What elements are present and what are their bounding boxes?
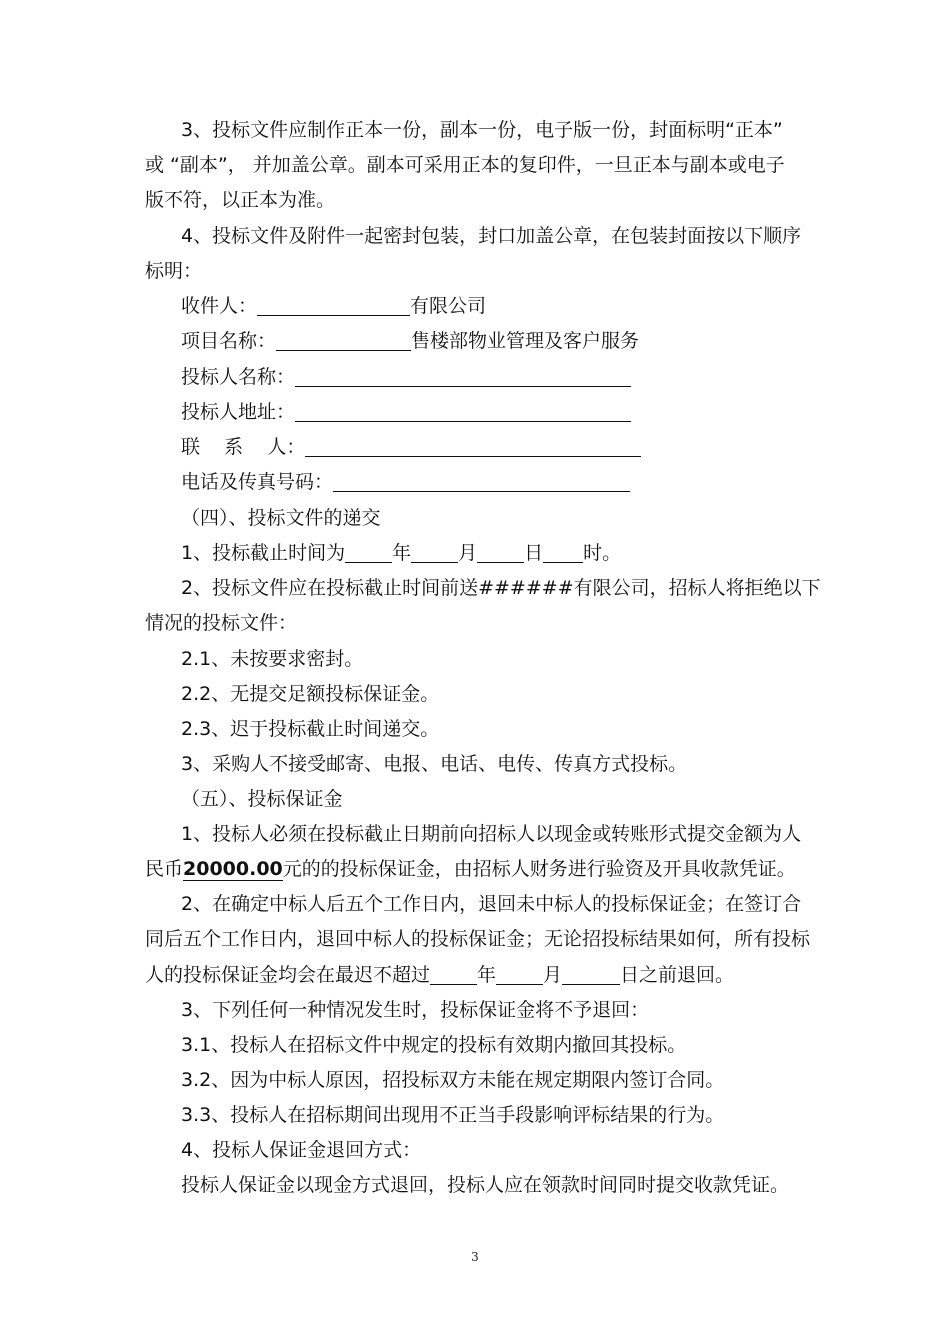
recipient-blank (257, 295, 410, 316)
refund-day-blank (562, 964, 620, 985)
no-mail-bids: 3、采购人不接受邮寄、电报、电话、电传、传真方式投标。 (181, 753, 688, 775)
refund-year-blank (430, 964, 477, 985)
deadline-hour-label: 时。 (583, 542, 622, 564)
forfeit-case-2: 3.2、因为中标人原因，招投标双方未能在规定期限内签订合同。 (181, 1069, 725, 1091)
deposit-suffix: 元的的投标保证金，由招标人财务进行验资及开具收款凭证。 (282, 858, 796, 880)
reject-reason-3: 2.3、迟于投标截止时间递交。 (181, 718, 440, 740)
deadline-prefix: 1、投标截止时间为 (181, 542, 346, 564)
refund-line-2: 同后五个工作日内，退回中标人的投标保证金；无论招投标结果如何，所有投标 (145, 928, 811, 950)
deadline-day-label: 日 (524, 542, 544, 564)
recipient-label: 收件人： (181, 295, 258, 317)
refund-year-label: 年 (477, 964, 497, 986)
project-blank (276, 330, 411, 351)
form-bidder-address-row (181, 400, 631, 424)
forfeit-intro: 3、下列任何一种情况发生时，投标保证金将不予退回： (181, 999, 650, 1021)
deadline-day-blank (477, 542, 524, 563)
deadline-month-blank (411, 542, 458, 563)
bidder-name-blank (295, 366, 631, 387)
reject-reason-2: 2.2、无提交足额投标保证金。 (181, 683, 440, 705)
form-recipient-row (181, 294, 486, 318)
refund-method-heading: 4、投标人保证金退回方式： (181, 1139, 422, 1161)
recipient-suffix: 有限公司 (410, 295, 487, 317)
bidder-address-blank (295, 401, 631, 422)
contact-label: 联 系 人： (181, 436, 306, 458)
forfeit-case-1: 3.1、投标人在招标文件中规定的投标有效期内撤回其投标。 (181, 1034, 687, 1056)
deadline-month-label: 月 (458, 542, 478, 564)
section-5-heading: （五）、投标保证金 (181, 788, 343, 810)
form-project-row (181, 329, 639, 353)
form-bidder-name-row (181, 365, 631, 389)
contact-blank (305, 436, 641, 457)
paragraph-4-line-2: 标明： (145, 260, 203, 282)
forfeit-case-3: 3.3、投标人在招标期间出现用不正当手段影响评标结果的行为。 (181, 1104, 725, 1126)
deadline-hour-blank (543, 542, 583, 563)
deadline-row (181, 541, 621, 565)
refund-month-blank (496, 964, 543, 985)
deposit-prefix: 民币 (145, 858, 184, 880)
refund-line-1: 2、在确定中标人后五个工作日内，退回未中标人的投标保证金；在签订合 (181, 893, 802, 915)
refund-deadline-suffix: 日之前退回。 (620, 964, 735, 986)
page-number: 3 (471, 1250, 479, 1264)
bidder-address-label: 投标人地址： (181, 401, 296, 423)
delivery-line-1: 2、投标文件应在投标截止时间前送######有限公司，招标人将拒绝以下 (181, 577, 821, 599)
section-4-heading: （四）、投标文件的递交 (181, 507, 381, 529)
reject-reason-1: 2.1、未按要求密封。 (181, 648, 364, 670)
phone-fax-blank (333, 471, 630, 492)
project-value: 售楼部物业管理及客户服务 (411, 330, 640, 352)
phone-fax-label: 电话及传真号码： (181, 471, 334, 493)
deposit-amount: 20000.00 (183, 858, 283, 880)
form-phone-fax-row (181, 470, 630, 494)
deposit-line-2 (145, 857, 796, 881)
refund-method-detail: 投标人保证金以现金方式退回，投标人应在领款时间同时提交收款凭证。 (181, 1174, 790, 1196)
paragraph-3-line-2: 或 “副本”， 并加盖公章。副本可采用正本的复印件，一旦正本与副本或电子 (145, 154, 785, 176)
project-label: 项目名称： (181, 330, 277, 352)
paragraph-3-line-3: 版不符，以正本为准。 (145, 189, 336, 211)
refund-line-3 (145, 963, 734, 987)
refund-month-label: 月 (543, 964, 563, 986)
delivery-line-2: 情况的投标文件： (145, 612, 298, 634)
paragraph-4-line-1: 4、投标文件及附件一起密封包装，封口加盖公章，在包装封面按以下顺序 (181, 225, 802, 247)
refund-deadline-prefix: 人的投标保证金均会在最迟不超过 (145, 964, 431, 986)
deposit-line-1: 1、投标人必须在投标截止日期前向招标人以现金或转账形式提交金额为人 (181, 823, 802, 845)
paragraph-3-line-1: 3、投标文件应制作正本一份，副本一份，电子版一份，封面标明“正本” (181, 119, 783, 141)
bidder-name-label: 投标人名称： (181, 366, 296, 388)
deadline-year-label: 年 (392, 542, 412, 564)
form-contact-row (181, 435, 641, 459)
deadline-year-blank (345, 542, 392, 563)
